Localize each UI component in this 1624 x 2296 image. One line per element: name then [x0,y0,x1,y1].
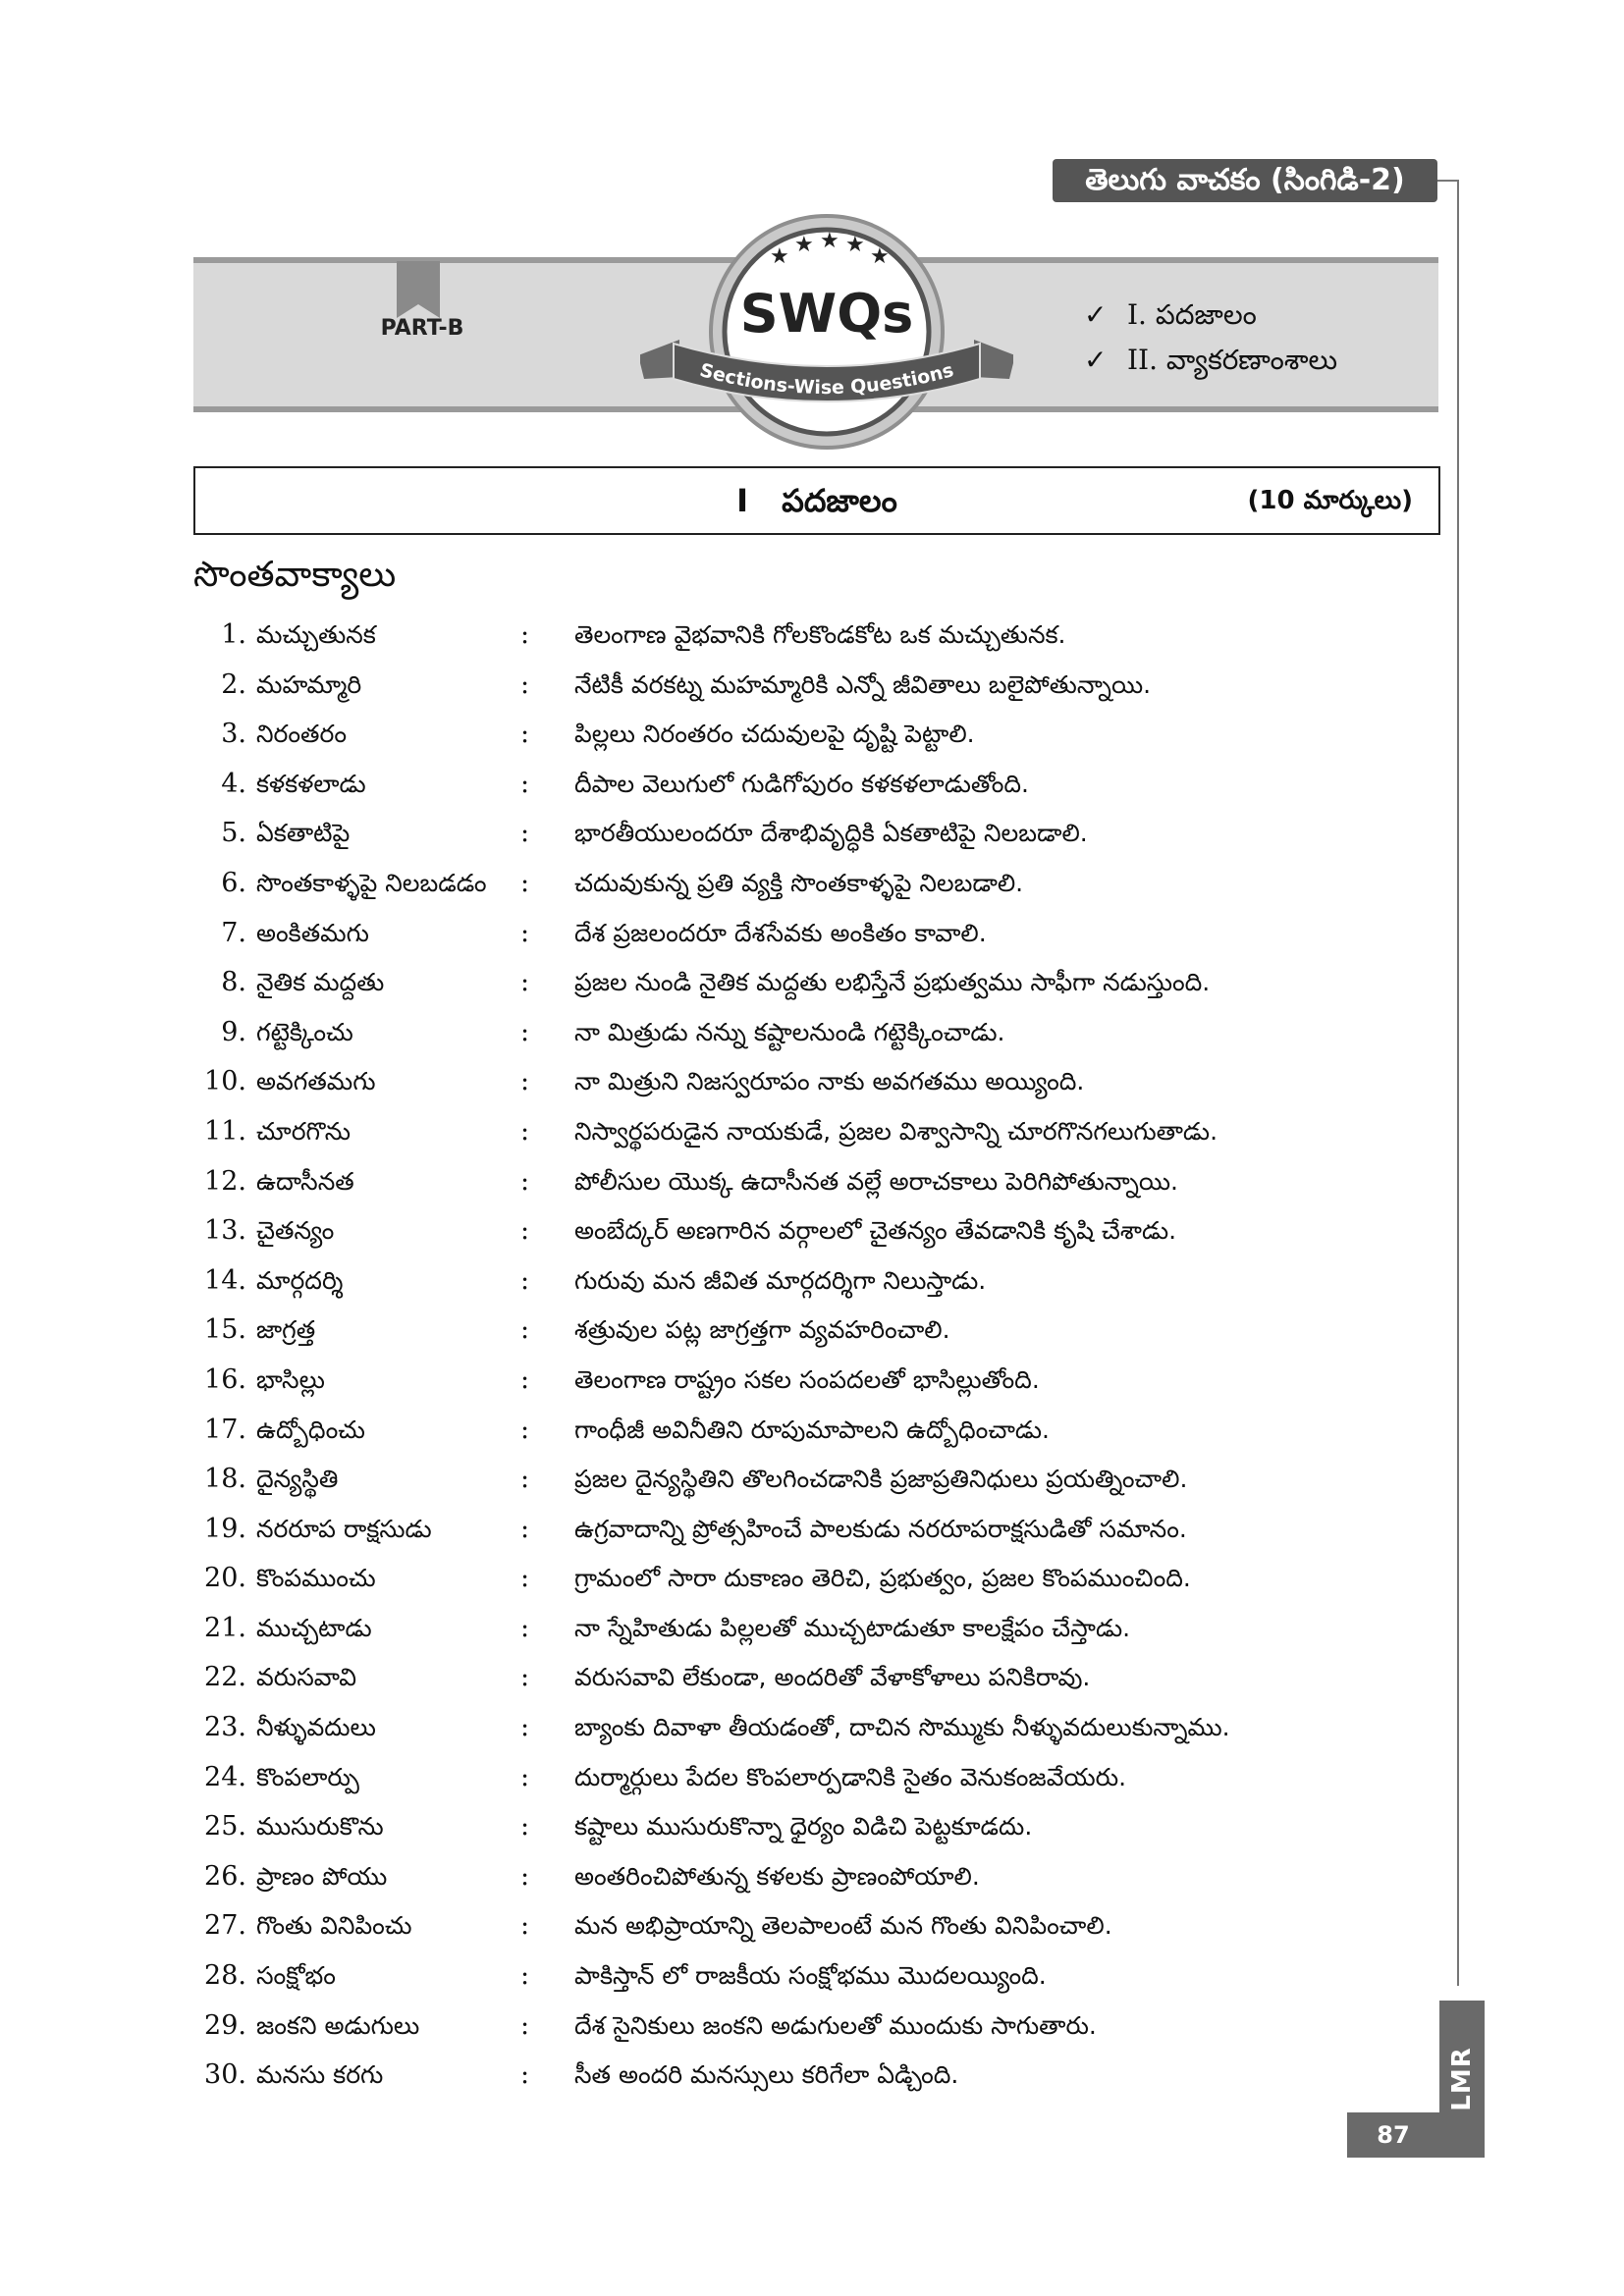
item-sentence: నేటికీ వరకట్న మహమ్మారికి ఎన్నో జీవితాలు బలైపోతున్నాయి. [574,669,1152,699]
item-sentence: శత్రువుల పట్ల జాగ్రత్తగా వ్యవహరించాలి. [574,1315,950,1345]
list-item [193,1306,1352,1356]
item-word: నిరంతరం [256,720,348,749]
item-word: ఉదాసీనత [256,1166,354,1196]
swqs-logo [640,206,1013,461]
item-number: 8. [221,967,246,998]
section-header [193,466,1440,535]
item-number: 13. [204,1215,246,1247]
item-sentence: దేశ ప్రజలందరూ దేశసేవకు అంకితం కావాలి. [574,918,987,947]
item-colon: : [520,1612,530,1643]
item-number: 30. [204,2059,246,2091]
list-item [193,1057,1352,1107]
item-sentence: దీపాల వెలుగులో గుడిగోపురం కళకళలాడుతోంది. [574,769,1029,798]
item-word: ముసురుకొను [256,1812,384,1842]
item-word: మార్గదర్శి [256,1265,344,1295]
item-colon: : [520,719,530,750]
item-number: 23. [204,1712,246,1743]
item-colon: : [520,1165,530,1197]
item-sentence: ఉగ్రవాదాన్ని ప్రోత్సహించే పాలకుడు నరరూపరాక్షసుడితో సమానం. [574,1514,1187,1543]
item-colon: : [520,768,530,799]
item-sentence: నా స్నేహితుడు పిల్లలతో ముచ్చటాడుతూ కాలక్షేపం చేస్తాడు. [574,1613,1131,1642]
item-word: జంకని అడుగులు [256,2010,420,2040]
item-sentence: చదువుకున్న ప్రతి వ్యక్తి సొంతకాళ్ళపై నిలబడాలి. [574,868,1024,897]
header-rule [1437,180,1459,182]
item-colon: : [520,1363,530,1395]
list-item [193,859,1352,909]
item-colon: : [520,2009,530,2041]
item-word: ముచ్చటాడు [256,1613,372,1642]
svg-text:★: ★ [794,233,814,257]
list-item [193,809,1352,859]
item-colon: : [520,2059,530,2091]
item-sentence: గాంధీజీ అవినీతిని రూపుమాపాలని ఉద్బోధించాడు. [574,1415,1050,1444]
item-number: 5. [221,818,246,849]
item-colon: : [520,818,530,849]
item-sentence: దేశ సైనికులు జంకని అడుగులతో ముందుకు సాగుతారు. [574,2010,1097,2040]
item-sentence: తెలంగాణ వైభవానికి గోలకొండకోట ఒక మచ్చుతునక. [574,620,1066,649]
item-colon: : [520,1016,530,1047]
item-word: దైన్యస్థితి [256,1465,339,1494]
list-item [193,1802,1352,1852]
publisher-tab [1439,2001,1485,2158]
list-item [193,1703,1352,1753]
list-item [193,1356,1352,1406]
item-word: అంకితమగు [256,918,369,947]
list-item [193,1901,1352,1951]
item-word: అవగతమగు [256,1067,376,1096]
item-colon: : [520,1115,530,1147]
item-number: 6. [221,867,246,898]
item-sentence: పిల్లలు నిరంతరం చదువులపై దృష్టి పెట్టాలి. [574,720,975,749]
item-sentence: భారతీయులందరూ దేశాభివృద్ధికి ఏకతాటిపై నిలబడాలి. [574,819,1088,848]
item-word: సంక్షోభం [256,1961,336,1991]
item-number: 9. [221,1016,246,1047]
item-word: మనసు కరగు [256,2060,384,2090]
list-item [193,1206,1352,1256]
list-item [193,1157,1352,1207]
item-sentence: బ్యాంకు దివాళా తీయడంతో, దాచిన సొమ్ముకు నీళ్ళువదులుకున్నాము. [574,1713,1230,1742]
list-item [193,710,1352,760]
list-item [193,760,1352,810]
list-item [193,1455,1352,1505]
item-word: కొంపముంచు [256,1564,376,1593]
item-number: 2. [221,668,246,700]
publisher-logo: LMR [1447,2047,1477,2111]
section-number: I [736,482,749,519]
item-word: సొంతకాళ్ళపై నిలబడడం [256,868,487,897]
bookmark-icon [397,261,440,318]
item-number: 12. [204,1165,246,1197]
list-item [193,1505,1352,1555]
item-number: 7. [221,917,246,948]
item-sentence: దుర్మార్గులు పేదల కొంపలార్పడానికి సైతం వెనుకంజవేయరు. [574,1762,1127,1791]
item-number: 3. [221,719,246,750]
list-item [193,1852,1352,1902]
list-item [193,2002,1352,2052]
checklist-item: ✓ II. వ్యాకరణాంశాలు [1084,338,1337,383]
item-number: 15. [204,1314,246,1346]
item-word: ఉద్బోధించు [256,1415,365,1444]
logo-title: SWQs [739,283,914,345]
check-icon: ✓ [1084,298,1108,331]
book-title-tag: తెలుగు వాచకం (సింగిడి-2) [1053,159,1437,202]
part-label: PART-B [380,316,464,341]
item-sentence: మన అభిప్రాయాన్ని తెలపాలంటే మన గొంతు వినిపించాలి. [574,1911,1112,1941]
item-number: 28. [204,1960,246,1992]
item-word: నైతిక మద్దతు [256,968,385,997]
item-sentence: నా మిత్రుని నిజస్వరూపం నాకు అవగతము అయ్యింది. [574,1067,1085,1096]
item-number: 18. [204,1464,246,1495]
list-item [193,1951,1352,2002]
item-word: కళకళలాడు [256,769,366,798]
item-colon: : [520,1811,530,1842]
item-colon: : [520,1464,530,1495]
list-item [193,909,1352,959]
item-colon: : [520,1066,530,1097]
item-sentence: గురువు మన జీవిత మార్గదర్శిగా నిలుస్తాడు. [574,1265,987,1295]
item-colon: : [520,1761,530,1792]
list-item [193,1753,1352,1803]
list-item [193,1554,1352,1604]
item-colon: : [520,1215,530,1247]
item-number: 29. [204,2009,246,2041]
item-number: 21. [204,1612,246,1643]
item-number: 4. [221,768,246,799]
list-item [193,661,1352,711]
contents-checklist [1084,293,1337,383]
check-icon: ✓ [1084,344,1108,376]
item-colon: : [520,619,530,650]
item-number: 20. [204,1563,246,1594]
item-colon: : [520,1910,530,1942]
page-side-rule [1457,180,1459,1986]
item-sentence: అంతరించిపోతున్న కళలకు ప్రాణంపోయాలి. [574,1861,980,1891]
item-word: నీళ్ళువదులు [256,1713,376,1742]
item-colon: : [520,1414,530,1445]
list-item [193,1406,1352,1456]
item-sentence: వరుసవావి లేకుండా, అందరితో వేళాకోళాలు పనికిరావు. [574,1663,1091,1692]
item-sentence: తెలంగాణ రాష్ట్రం సకల సంపదలతో భాసిల్లుతోంది. [574,1364,1040,1394]
item-number: 17. [204,1414,246,1445]
list-item [193,1107,1352,1157]
item-sentence: ప్రజల నుండి నైతిక మద్దతు లభిస్తేనే ప్రభుత్వము సాఫీగా నడుస్తుంది. [574,968,1211,997]
word-list [193,611,1352,2101]
list-item [193,1653,1352,1703]
item-number: 25. [204,1811,246,1842]
item-word: చైతన్యం [256,1216,335,1246]
item-sentence: నా మిత్రుడు నన్ను కష్టాలనుండి గట్టెక్కించాడు. [574,1017,1005,1046]
item-number: 24. [204,1761,246,1792]
item-number: 27. [204,1910,246,1942]
item-colon: : [520,1264,530,1296]
list-item [193,1256,1352,1307]
item-word: గట్టెక్కించు [256,1017,353,1046]
svg-text:★: ★ [820,229,839,253]
item-number: 26. [204,1860,246,1892]
subheading: సొంతవాక్యాలు [193,555,397,595]
item-sentence: సీత అందరి మనస్సులు కరిగేలా ఏడ్చింది. [574,2060,959,2090]
list-item [193,958,1352,1008]
item-colon: : [520,1662,530,1693]
item-word: భాసిల్లు [256,1364,325,1394]
item-sentence: పోలీసుల యొక్క ఉదాసీనత వల్లే అరాచకాలు పెరిగిపోతున్నాయి. [574,1166,1179,1196]
item-colon: : [520,1563,530,1594]
item-sentence: కష్టాలు ముసురుకొన్నా ధైర్యం విడిచి పెట్టకూడదు. [574,1812,1033,1842]
item-word: జాగ్రత్త [256,1315,316,1345]
list-item [193,2051,1352,2101]
item-word: చూరగొను [256,1116,352,1146]
item-number: 11. [204,1115,246,1147]
item-colon: : [520,967,530,998]
svg-text:★: ★ [870,244,890,269]
item-word: గొంతు వినిపించు [256,1911,412,1941]
item-word: ప్రాణం పోయు [256,1861,388,1891]
list-item [193,1604,1352,1654]
item-number: 14. [204,1264,246,1296]
item-colon: : [520,1314,530,1346]
list-item [193,1008,1352,1058]
item-colon: : [520,1960,530,1992]
item-number: 16. [204,1363,246,1395]
item-word: ఏకతాటిపై [256,819,351,848]
item-colon: : [520,1712,530,1743]
list-item [193,611,1352,661]
item-number: 22. [204,1662,246,1693]
item-colon: : [520,867,530,898]
item-word: వరుసవావి [256,1663,357,1692]
item-sentence: ప్రజల దైన్యస్థితిని తొలగించడానికి ప్రజాప్రతినిధులు ప్రయత్నించాలి. [574,1465,1188,1494]
svg-text:★: ★ [770,244,789,269]
item-number: 1. [221,619,246,650]
item-sentence: గ్రామంలో సారా దుకాణం తెరిచి, ప్రభుత్వం, ప్రజల కొంపముంచింది. [574,1564,1191,1593]
item-sentence: అంబేద్కర్ అణగారిన వర్గాలలో చైతన్యం తేవడానికి కృషి చేశాడు. [574,1216,1177,1246]
section-title: I పదజాలం [736,482,897,519]
item-number: 10. [204,1066,246,1097]
item-word: మహమ్మారి [256,669,362,699]
item-word: నరరూప రాక్షసుడు [256,1514,432,1543]
item-sentence: నిస్వార్థపరుడైన నాయకుడే, ప్రజల విశ్వాసాన్ని చూరగొనగలుగుతాడు. [574,1116,1218,1146]
item-sentence: పాకిస్తాన్ లో రాజకీయ సంక్షోభము మొదలయ్యింది. [574,1961,1047,1991]
page-number: 87 [1347,2112,1439,2158]
checklist-item: ✓ I. పదజాలం [1084,293,1337,338]
item-word: మచ్చుతునక [256,620,376,649]
item-colon: : [520,1860,530,1892]
item-colon: : [520,668,530,700]
svg-text:★: ★ [845,233,865,257]
section-marks: (10 మార్కులు) [1247,486,1413,515]
item-colon: : [520,917,530,948]
logo-subtitle: Sections-Wise Questions [697,359,956,400]
item-colon: : [520,1513,530,1544]
item-number: 19. [204,1513,246,1544]
item-word: కొంపలార్పు [256,1762,359,1791]
